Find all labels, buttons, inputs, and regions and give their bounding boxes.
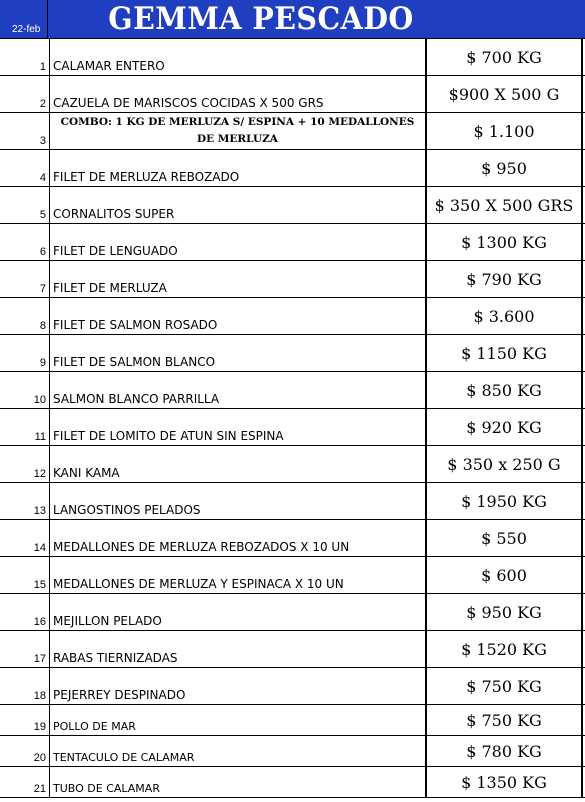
table-row xyxy=(0,39,585,76)
price-table xyxy=(0,39,585,798)
product-price: $ 1300 KG xyxy=(427,224,583,260)
product-price: $ 3.600 xyxy=(427,298,583,334)
row-number: 14 xyxy=(0,520,50,556)
product-name: COMBO: 1 KG DE MERLUZA S/ ESPINA + 10 MEDALLONES DE MERLUZA xyxy=(50,113,427,149)
product-price: $ 790 KG xyxy=(427,261,583,297)
product-name: TUBO DE CALAMAR xyxy=(50,767,427,797)
table-row xyxy=(0,150,585,187)
row-number: 16 xyxy=(0,594,50,630)
product-name: LANGOSTINOS PELADOS xyxy=(50,483,427,519)
table-row xyxy=(0,76,585,113)
table-row xyxy=(0,261,585,298)
table-row xyxy=(0,224,585,261)
row-number: 7 xyxy=(0,261,50,297)
row-number: 12 xyxy=(0,446,50,482)
table-row xyxy=(0,187,585,224)
product-name: SALMON BLANCO PARRILLA xyxy=(50,372,427,408)
row-number: 8 xyxy=(0,298,50,334)
product-name: MEDALLONES DE MERLUZA REBOZADOS X 10 UN xyxy=(50,520,427,556)
product-price: $ 550 xyxy=(427,520,583,556)
page-title: GEMMA PESCADO xyxy=(108,1,415,37)
row-number: 3 xyxy=(0,113,50,149)
product-price: $ 1350 KG xyxy=(427,767,583,797)
table-row xyxy=(0,113,585,150)
table-row xyxy=(0,335,585,372)
row-number: 21 xyxy=(0,767,50,797)
table-row xyxy=(0,736,585,767)
row-number: 1 xyxy=(0,39,50,75)
row-number: 13 xyxy=(0,483,50,519)
table-row xyxy=(0,594,585,631)
table-row xyxy=(0,520,585,557)
product-price: $ 920 KG xyxy=(427,409,583,445)
product-price: $ 750 KG xyxy=(427,705,583,735)
product-price: $900 X 500 G xyxy=(427,76,583,112)
row-number: 10 xyxy=(0,372,50,408)
product-price: $ 850 KG xyxy=(427,372,583,408)
table-row xyxy=(0,372,585,409)
row-number: 4 xyxy=(0,150,50,186)
product-name: PEJERREY DESPINADO xyxy=(50,668,427,704)
row-number: 5 xyxy=(0,187,50,223)
product-name: FILET DE MERLUZA REBOZADO xyxy=(50,150,427,186)
title-cell xyxy=(48,0,585,39)
product-name: CORNALITOS SUPER xyxy=(50,187,427,223)
product-name: MEDALLONES DE MERLUZA Y ESPINACA X 10 UN xyxy=(50,557,427,593)
row-number: 6 xyxy=(0,224,50,260)
date-label: 22-feb xyxy=(12,24,41,35)
row-number: 20 xyxy=(0,736,50,766)
product-name: FILET DE LENGUADO xyxy=(50,224,427,260)
product-price: $ 700 KG xyxy=(427,39,583,75)
row-number: 15 xyxy=(0,557,50,593)
product-name: CALAMAR ENTERO xyxy=(50,39,427,75)
product-price: $ 350 X 500 GRS xyxy=(427,187,583,223)
product-name: CAZUELA DE MARISCOS COCIDAS X 500 GRS xyxy=(50,76,427,112)
product-name: FILET DE SALMON BLANCO xyxy=(50,335,427,371)
table-row xyxy=(0,767,585,798)
row-number: 2 xyxy=(0,76,50,112)
product-price: $ 950 xyxy=(427,150,583,186)
table-row xyxy=(0,298,585,335)
row-number: 19 xyxy=(0,705,50,735)
table-row xyxy=(0,705,585,736)
row-number: 17 xyxy=(0,631,50,667)
product-price: $ 350 x 250 G xyxy=(427,446,583,482)
product-name: FILET DE MERLUZA xyxy=(50,261,427,297)
product-price: $ 780 KG xyxy=(427,736,583,766)
product-price: $ 750 KG xyxy=(427,668,583,704)
product-name: FILET DE SALMON ROSADO xyxy=(50,298,427,334)
product-name: TENTACULO DE CALAMAR xyxy=(50,736,427,766)
table-row xyxy=(0,409,585,446)
product-price: $ 1.100 xyxy=(427,113,583,149)
table-row xyxy=(0,446,585,483)
product-name: FILET DE LOMITO DE ATUN SIN ESPINA xyxy=(50,409,427,445)
row-number: 18 xyxy=(0,668,50,704)
table-row xyxy=(0,483,585,520)
product-price: $ 600 xyxy=(427,557,583,593)
product-price: $ 1520 KG xyxy=(427,631,583,667)
product-name: POLLO DE MAR xyxy=(50,705,427,735)
row-number: 9 xyxy=(0,335,50,371)
date-cell xyxy=(0,0,48,39)
row-number: 11 xyxy=(0,409,50,445)
product-name: RABAS TIERNIZADAS xyxy=(50,631,427,667)
table-row xyxy=(0,631,585,668)
product-name: KANI KAMA xyxy=(50,446,427,482)
header-row xyxy=(0,0,585,39)
product-price: $ 950 KG xyxy=(427,594,583,630)
table-row xyxy=(0,668,585,705)
product-price: $ 1150 KG xyxy=(427,335,583,371)
product-name: MEJILLON PELADO xyxy=(50,594,427,630)
table-row xyxy=(0,557,585,594)
product-price: $ 1950 KG xyxy=(427,483,583,519)
